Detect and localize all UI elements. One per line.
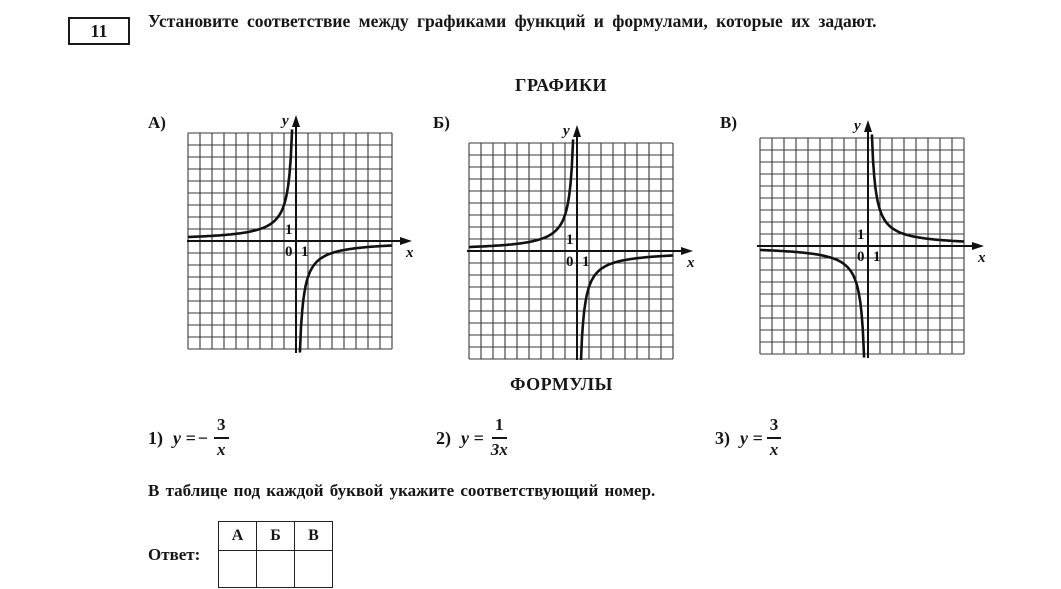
formula-2-lhs: y =: [461, 427, 484, 448]
y-axis-label: y: [854, 118, 861, 134]
y-axis-arrow: [292, 115, 300, 127]
formula-1-numerator: 3: [214, 415, 229, 439]
formula-3-fraction: [767, 415, 782, 461]
x-tick-label: 1: [582, 254, 590, 270]
answer-header-c: В: [295, 522, 333, 551]
formula-1: [148, 410, 229, 466]
x-axis-label: x: [406, 245, 414, 261]
y-tick-label: 1: [857, 227, 865, 243]
x-axis-label: x: [687, 255, 695, 271]
task-text: Установите соответствие между графиками функций и формулами, которые их задают.: [148, 11, 877, 31]
answer-label: Ответ:: [148, 545, 201, 564]
graph-c: [745, 105, 1007, 360]
x-axis-arrow: [400, 237, 412, 245]
answer-table: [218, 521, 333, 588]
answer-cell-b[interactable]: [257, 551, 295, 588]
formula-2-fraction: [488, 415, 511, 461]
formula-2-denominator: 3x: [490, 440, 508, 459]
y-axis-label: y: [563, 123, 570, 139]
formula-3-denominator: x: [769, 440, 779, 459]
y-tick-label: 1: [285, 222, 293, 238]
y-axis-label: y: [282, 113, 289, 129]
graph-a: [175, 105, 435, 360]
formula-2: [436, 410, 511, 466]
formula-2-number: 2): [436, 427, 451, 448]
x-axis-label: x: [978, 250, 986, 266]
origin-label: 0: [566, 254, 574, 270]
answer-cell-a[interactable]: [219, 551, 257, 588]
graph-b: [455, 105, 715, 360]
formula-1-denominator: x: [217, 440, 226, 459]
formula-3: [715, 410, 781, 466]
answer-header-a: А: [219, 522, 257, 551]
answer-header-b: Б: [257, 522, 295, 551]
task-number: 11: [90, 20, 108, 41]
graph-a-label: А): [148, 113, 166, 132]
origin-label: 0: [857, 249, 865, 265]
y-axis-arrow: [573, 125, 581, 137]
x-tick-label: 1: [301, 244, 309, 260]
x-tick-label: 1: [873, 249, 881, 265]
graphs-heading: ГРАФИКИ: [515, 75, 608, 95]
formula-1-lhs: y =: [173, 427, 196, 448]
task-number-box: [68, 17, 130, 45]
formula-1-sign: −: [197, 427, 209, 448]
formula-1-number: 1): [148, 427, 163, 448]
y-tick-label: 1: [566, 232, 574, 248]
y-axis-arrow: [864, 120, 872, 132]
formula-3-number: 3): [715, 427, 730, 448]
instruction-text: В таблице под каждой буквой укажите соответствующий номер.: [148, 481, 656, 500]
hyperbola-right-branch: [581, 256, 673, 361]
formula-2-numerator: 1: [492, 415, 507, 439]
answer-cell-c[interactable]: [295, 551, 333, 588]
x-axis-arrow: [681, 247, 693, 255]
formula-3-lhs: y =: [740, 427, 763, 448]
formulas-heading: ФОРМУЛЫ: [510, 374, 613, 394]
graph-c-label: В): [720, 113, 737, 132]
formula-1-fraction: [214, 415, 229, 461]
formula-3-numerator: 3: [767, 415, 782, 439]
graph-b-label: Б): [433, 113, 450, 132]
x-axis-arrow: [972, 242, 984, 250]
origin-label: 0: [285, 244, 293, 260]
